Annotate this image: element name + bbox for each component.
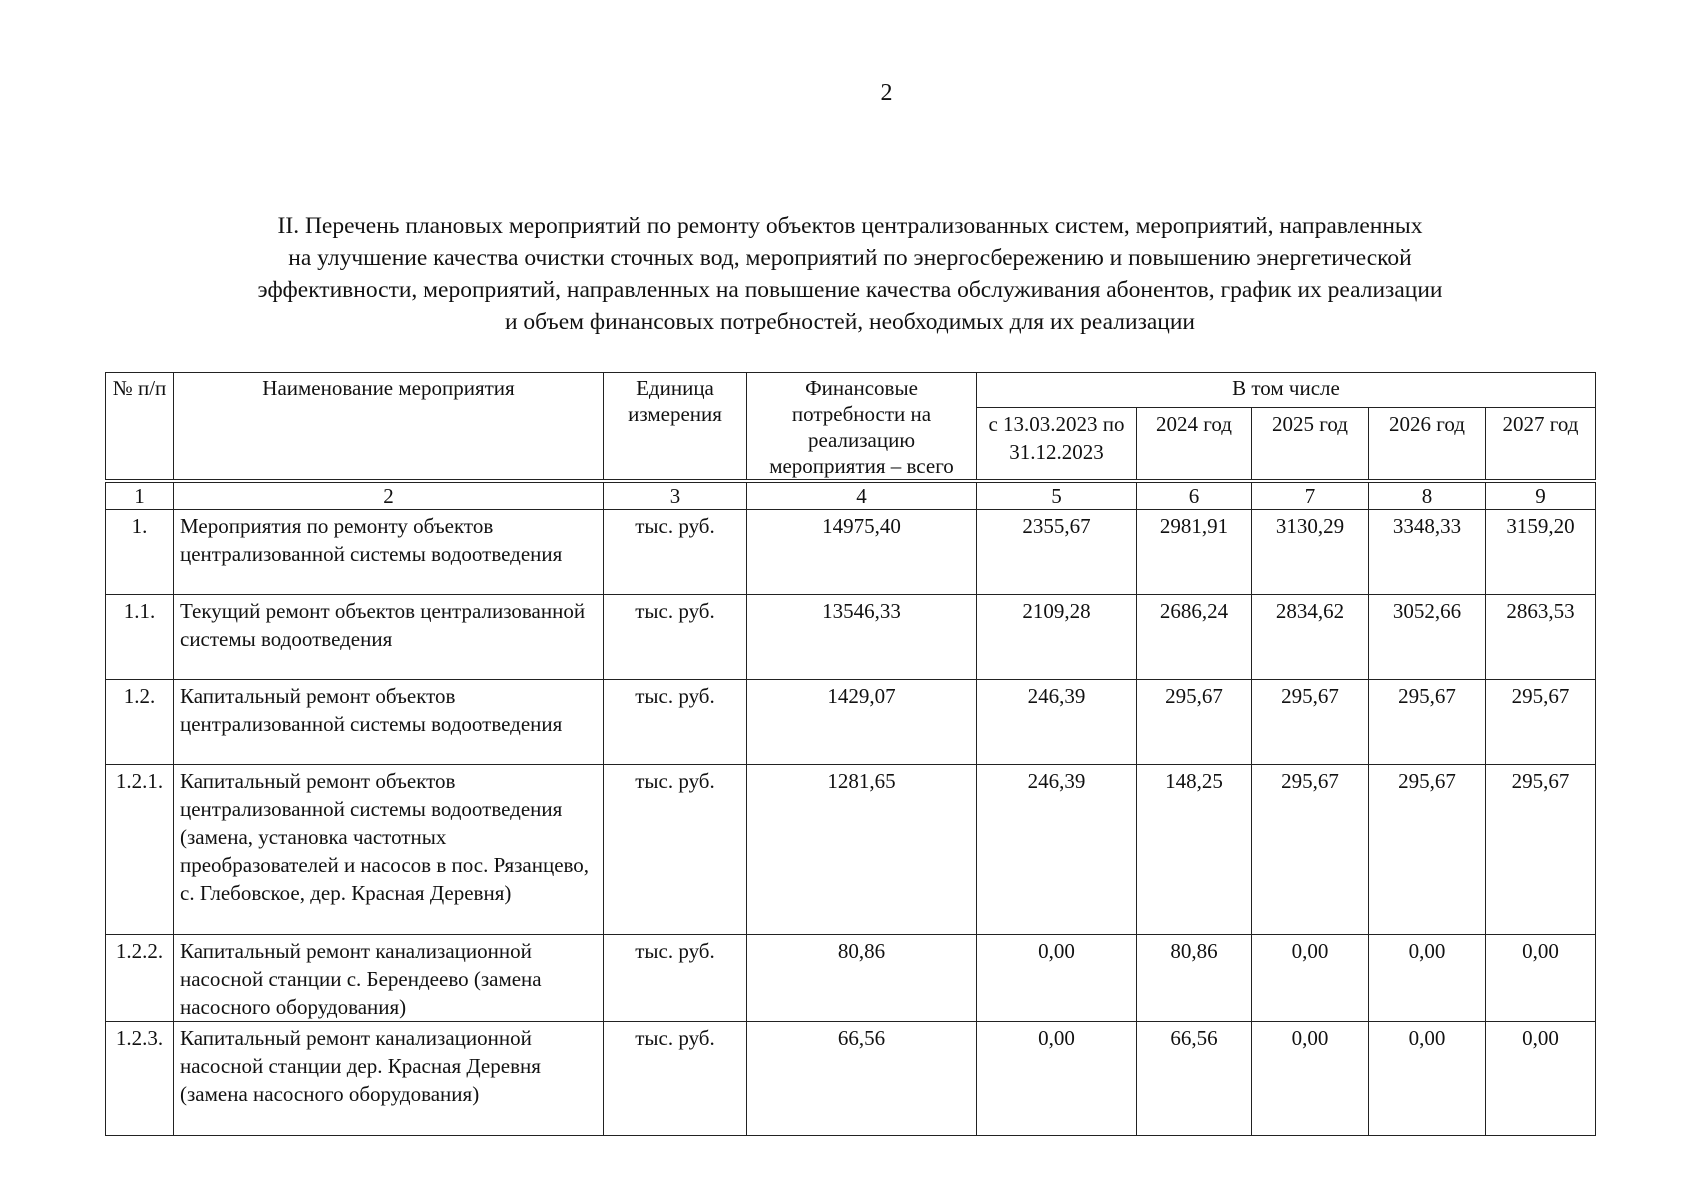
row-value: 3052,66: [1369, 595, 1486, 680]
row-total: 1429,07: [747, 680, 977, 765]
row-value: 2686,24: [1137, 595, 1252, 680]
row-value: 0,00: [977, 1022, 1137, 1136]
row-total: 1281,65: [747, 765, 977, 935]
row-value: 0,00: [1486, 1022, 1596, 1136]
title-line: эффективности, мероприятий, направленных на повышение качества обслуживания абонентов, график их реализации: [257, 277, 1443, 303]
header-total: Финансовые потребности на реализацию мероприятия – всего: [747, 373, 977, 482]
row-num: 1.2.2.: [106, 935, 174, 1022]
plan-table: [105, 372, 1596, 1136]
row-name: Капитальный ремонт канализационной насосной станции с. Берендеево (замена насосного оборудования): [174, 935, 604, 1022]
header-period: 2026 год: [1369, 408, 1486, 481]
row-name: Капитальный ремонт канализационной насосной станции дер. Красная Деревня (замена насосного оборудования): [174, 1022, 604, 1136]
row-value: 2863,53: [1486, 595, 1596, 680]
header-including: В том числе: [977, 373, 1596, 408]
header-period: 2027 год: [1486, 408, 1596, 481]
row-value: 2109,28: [977, 595, 1137, 680]
table-row: [106, 935, 1596, 1022]
row-num: 1.: [106, 510, 174, 595]
table-row: [106, 765, 1596, 935]
header-period: 2024 год: [1137, 408, 1252, 481]
row-value: 295,67: [1369, 680, 1486, 765]
row-name: Мероприятия по ремонту объектов централизованной системы водоотведения: [174, 510, 604, 595]
title-line: II. Перечень плановых мероприятий по ремонту объектов централизованных систем, мероприятий, направленных: [277, 213, 1423, 239]
row-total: 14975,40: [747, 510, 977, 595]
row-value: 0,00: [1486, 935, 1596, 1022]
row-num: 1.2.: [106, 680, 174, 765]
column-number: 2: [174, 481, 604, 510]
row-num: 1.2.1.: [106, 765, 174, 935]
row-total: 66,56: [747, 1022, 977, 1136]
row-unit: тыс. руб.: [604, 765, 747, 935]
row-unit: тыс. руб.: [604, 1022, 747, 1136]
row-value: 80,86: [1137, 935, 1252, 1022]
table-row: [106, 680, 1596, 765]
row-unit: тыс. руб.: [604, 935, 747, 1022]
row-value: 3159,20: [1486, 510, 1596, 595]
column-number: 8: [1369, 481, 1486, 510]
row-num: 1.1.: [106, 595, 174, 680]
column-number: 1: [106, 481, 174, 510]
header-period: с 13.03.2023 по 31.12.2023: [977, 408, 1137, 481]
row-value: 0,00: [1369, 1022, 1486, 1136]
column-number: 6: [1137, 481, 1252, 510]
row-value: 3348,33: [1369, 510, 1486, 595]
row-value: 0,00: [1369, 935, 1486, 1022]
row-value: 295,67: [1252, 765, 1369, 935]
column-number: 4: [747, 481, 977, 510]
column-number: 5: [977, 481, 1137, 510]
column-number: 3: [604, 481, 747, 510]
header-period: 2025 год: [1252, 408, 1369, 481]
row-unit: тыс. руб.: [604, 680, 747, 765]
row-num: 1.2.3.: [106, 1022, 174, 1136]
table-row: [106, 510, 1596, 595]
row-unit: тыс. руб.: [604, 595, 747, 680]
page-number: 2: [880, 80, 893, 106]
row-value: 246,39: [977, 765, 1137, 935]
row-value: 0,00: [977, 935, 1137, 1022]
column-number-row: [106, 481, 1596, 510]
row-value: 295,67: [1137, 680, 1252, 765]
table-row: [106, 1022, 1596, 1136]
header-num: № п/п: [106, 373, 174, 482]
row-total: 13546,33: [747, 595, 977, 680]
table-row: [106, 595, 1596, 680]
row-value: 66,56: [1137, 1022, 1252, 1136]
row-value: 2834,62: [1252, 595, 1369, 680]
row-value: 295,67: [1486, 680, 1596, 765]
column-number: 7: [1252, 481, 1369, 510]
row-unit: тыс. руб.: [604, 510, 747, 595]
header-unit: Единица измерения: [604, 373, 747, 482]
row-value: 295,67: [1252, 680, 1369, 765]
row-name: Текущий ремонт объектов централизованной системы водоотведения: [174, 595, 604, 680]
row-value: 0,00: [1252, 1022, 1369, 1136]
column-number: 9: [1486, 481, 1596, 510]
row-value: 3130,29: [1252, 510, 1369, 595]
row-value: 148,25: [1137, 765, 1252, 935]
row-value: 2355,67: [977, 510, 1137, 595]
document-title: [110, 210, 1590, 338]
row-value: 295,67: [1369, 765, 1486, 935]
header-name: Наименование мероприятия: [174, 373, 604, 482]
title-line: на улучшение качества очистки сточных вод, мероприятий по энергосбережению и повышению энергетической: [288, 245, 1412, 271]
row-name: Капитальный ремонт объектов централизованной системы водоотведения (замена, установка частотных преобразователей и насосов в пос. Рязанцево, с. Глебовское, дер. Красная Деревня): [174, 765, 604, 935]
row-value: 2981,91: [1137, 510, 1252, 595]
row-value: 0,00: [1252, 935, 1369, 1022]
row-value: 295,67: [1486, 765, 1596, 935]
row-value: 246,39: [977, 680, 1137, 765]
row-name: Капитальный ремонт объектов централизованной системы водоотведения: [174, 680, 604, 765]
title-line: и объем финансовых потребностей, необходимых для их реализации: [504, 309, 1196, 335]
row-total: 80,86: [747, 935, 977, 1022]
